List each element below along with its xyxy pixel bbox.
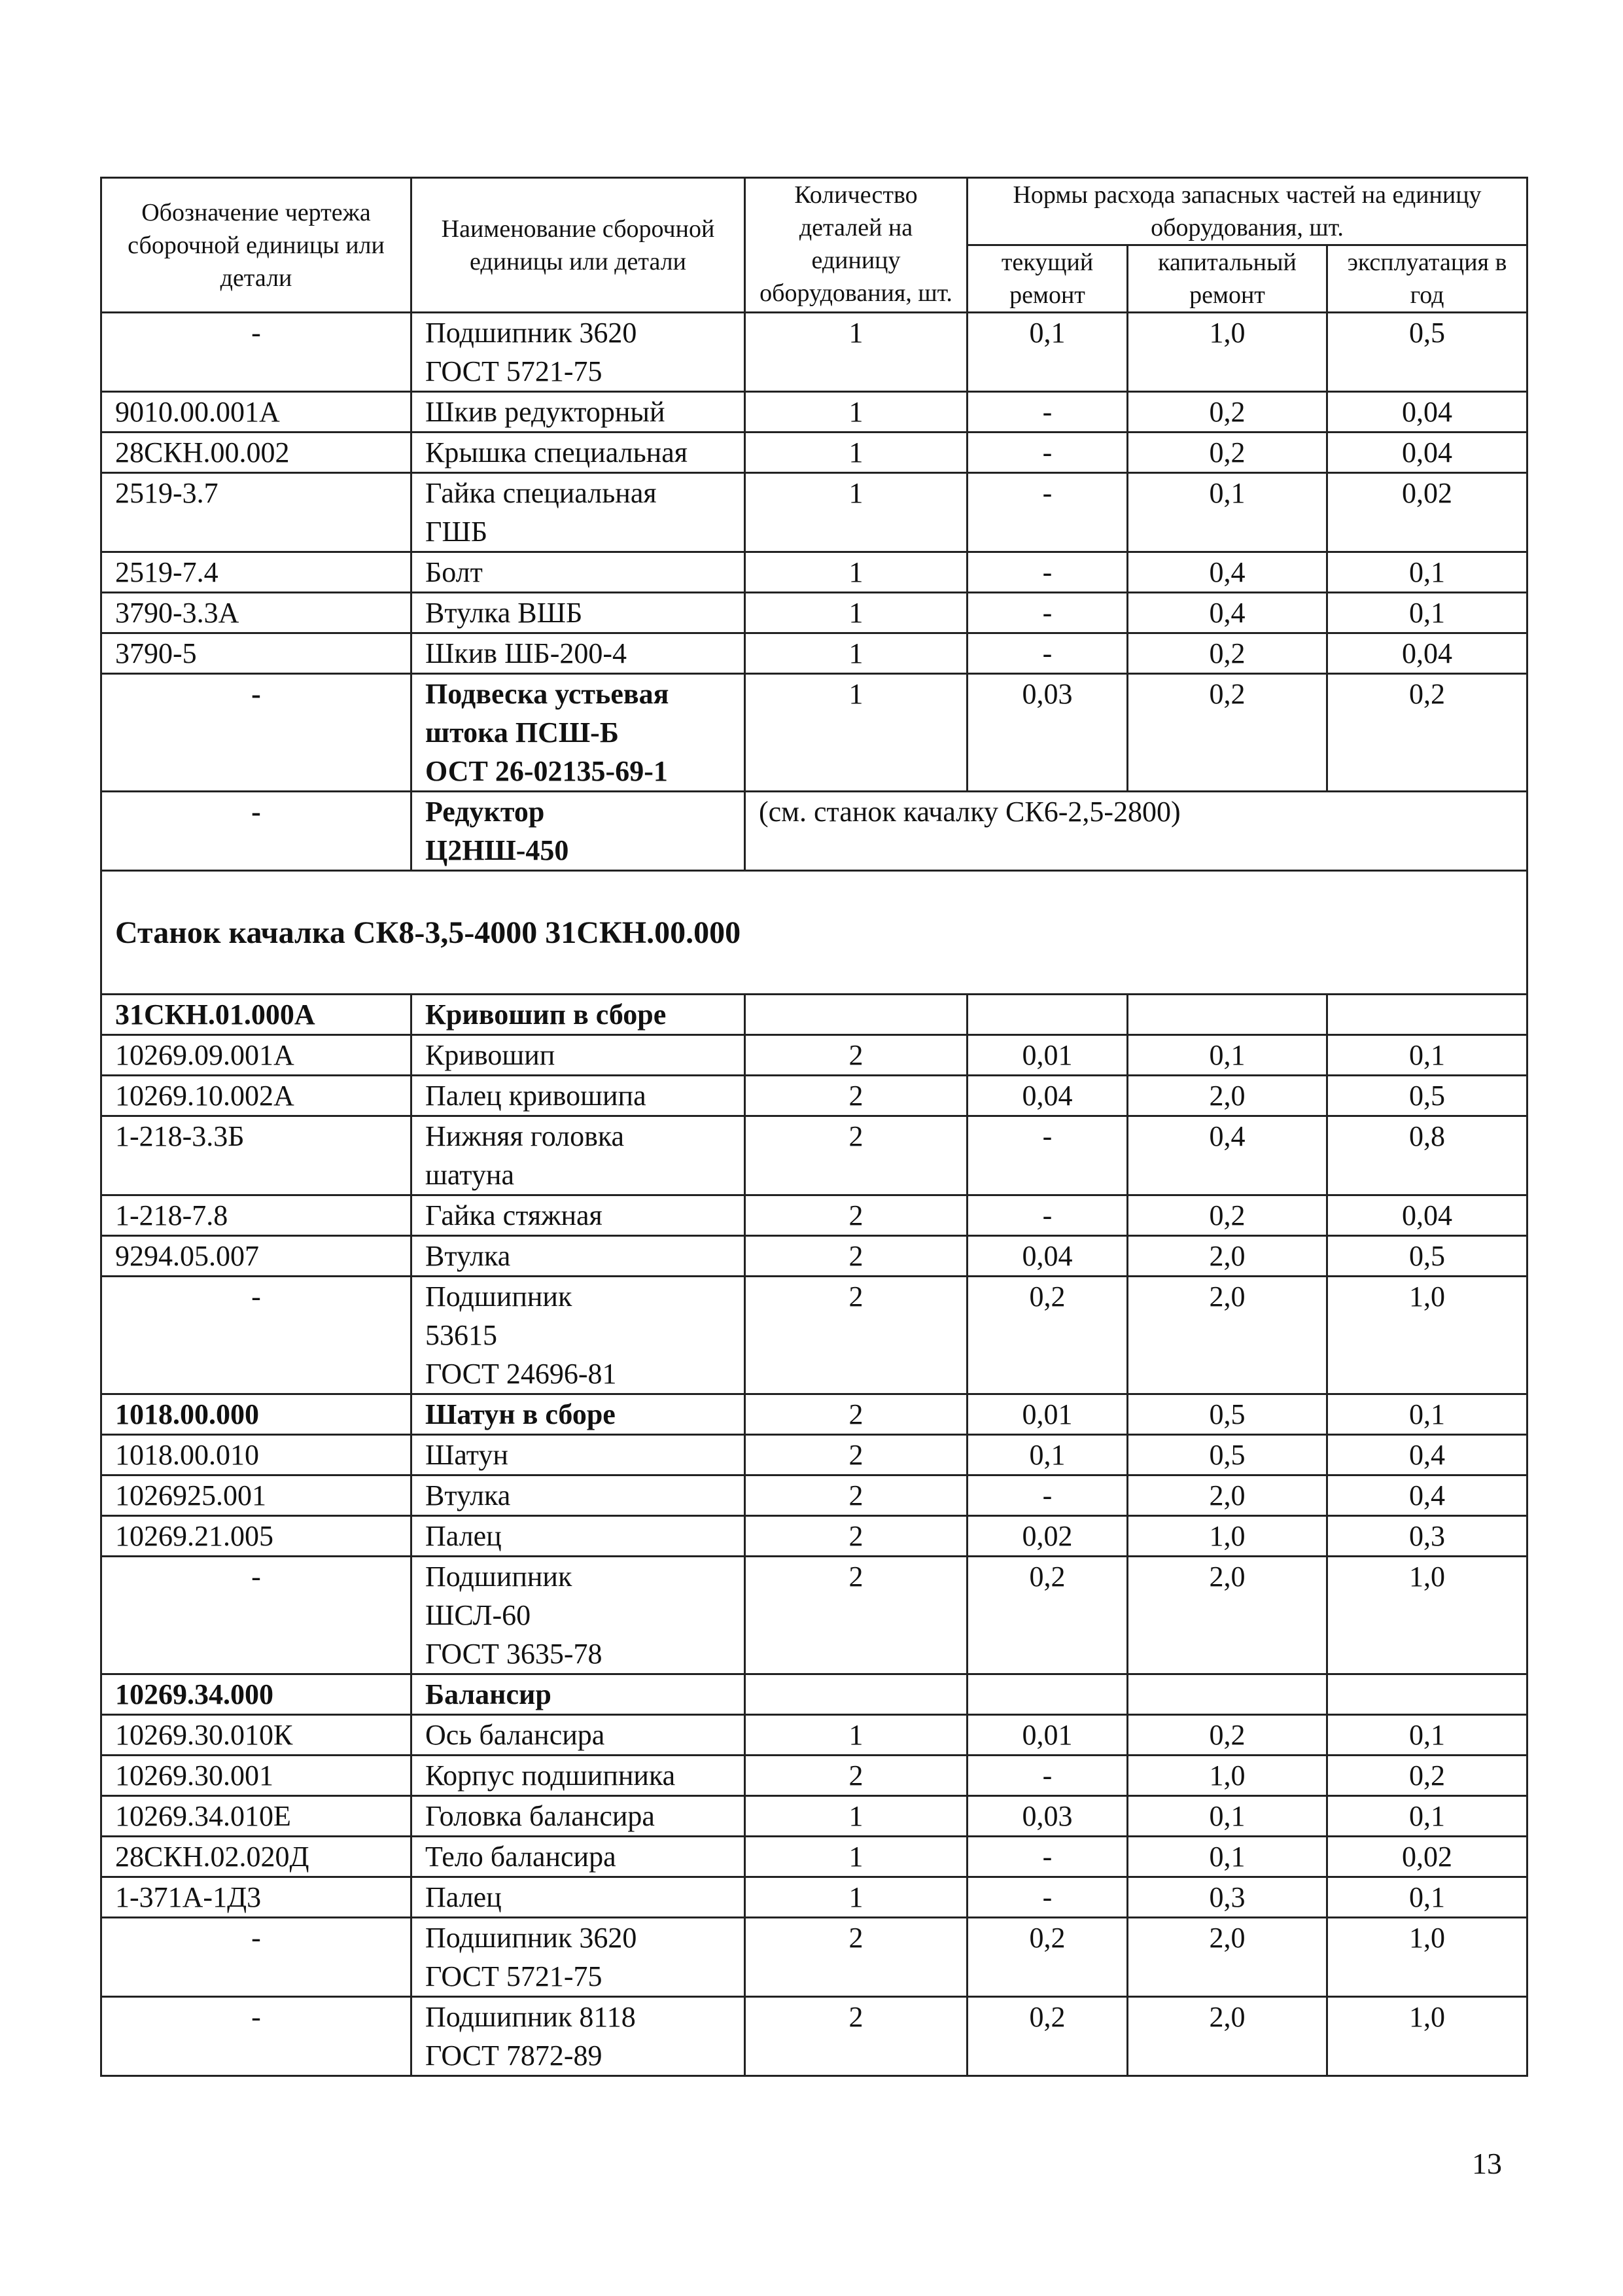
cell-quantity: 1 [745,313,968,392]
cell-name: Тело балансира [411,1837,745,1877]
cell-capital-repair: 1,0 [1128,1756,1327,1796]
cell-name: Кривошип в сборе [411,995,745,1035]
section-title-row [101,871,1527,995]
cell-current-repair: 0,04 [968,1076,1128,1116]
cell-designation: 10269.10.002А [101,1076,411,1116]
table-row [101,1076,1527,1116]
table-row [101,313,1527,392]
cell-operation-per-year: 0,1 [1327,1877,1527,1918]
cell-quantity: 1 [745,593,968,633]
table-row [101,1557,1527,1674]
table-row [101,1796,1527,1837]
cell-name: Балансир [411,1674,745,1715]
cell-capital-repair: 0,2 [1128,1195,1327,1236]
cell-capital-repair: 0,3 [1128,1877,1327,1918]
cell-current-repair: - [968,552,1128,593]
cell-quantity: 1 [745,473,968,552]
cell-name: Кривошип [411,1035,745,1076]
table-row [101,593,1527,633]
page-number: 13 [1472,2147,1502,2180]
table-row [101,1918,1527,1997]
cell-operation-per-year: 0,5 [1327,1236,1527,1277]
cell-designation: 1018.00.000 [101,1394,411,1435]
cell-designation: 28СКН.00.002 [101,433,411,473]
cell-designation: - [101,1277,411,1394]
header-current-repair: текущий ремонт [968,245,1128,313]
cell-operation-per-year: 0,1 [1327,1394,1527,1435]
header-quantity: Количество деталей на единицу оборудования, шт. [745,178,968,313]
cell-designation: 3790-3.3А [101,593,411,633]
table-row [101,1035,1527,1076]
cell-name: Палец кривошипа [411,1076,745,1116]
cell-quantity: 2 [745,1236,968,1277]
cell-capital-repair: 0,1 [1128,1796,1327,1837]
cell-capital-repair: 0,5 [1128,1435,1327,1475]
table-row [101,1116,1527,1195]
cell-operation-per-year: 0,04 [1327,1195,1527,1236]
table-body-part1 [101,313,1527,792]
reducer-and-section [101,792,1527,995]
cell-designation: 1-218-3.3Б [101,1116,411,1195]
cell-current-repair: - [968,1195,1128,1236]
cell-designation: 3790-5 [101,633,411,674]
header-designation: Обозначение чертежа сборочной единицы или детали [101,178,411,313]
cell-capital-repair: 0,4 [1128,552,1327,593]
table-row [101,1236,1527,1277]
cell-name: Гайка специальная ГШБ [411,473,745,552]
cell-capital-repair: 0,1 [1128,1035,1327,1076]
cell-name: Редуктор Ц2НШ-450 [411,792,745,871]
table-row [101,1877,1527,1918]
cell-quantity: 1 [745,1796,968,1837]
cell-quantity: 2 [745,1557,968,1674]
cell-operation-per-year: 0,1 [1327,1035,1527,1076]
cell-capital-repair: 0,2 [1128,674,1327,792]
cell-operation-per-year: 0,1 [1327,1796,1527,1837]
cell-current-repair: 0,03 [968,1796,1128,1837]
cell-capital-repair: 2,0 [1128,1236,1327,1277]
cell-name: Подшипник ШСЛ-60 ГОСТ 3635-78 [411,1557,745,1674]
cell-current-repair: - [968,593,1128,633]
cell-name: Болт [411,552,745,593]
cell-name: Шатун в сборе [411,1394,745,1435]
cell-capital-repair: 0,1 [1128,473,1327,552]
cell-current-repair: - [968,1877,1128,1918]
cell-current-repair: - [968,1756,1128,1796]
cell-designation: 10269.30.010К [101,1715,411,1756]
cell-quantity: 1 [745,392,968,433]
cell-operation-per-year: 1,0 [1327,1557,1527,1674]
cell-current-repair [968,995,1128,1035]
cell-designation: 10269.21.005 [101,1516,411,1557]
cell-designation: 10269.30.001 [101,1756,411,1796]
cell-quantity: 1 [745,1715,968,1756]
cell-current-repair: 0,2 [968,1557,1128,1674]
cell-current-repair: - [968,1837,1128,1877]
cell-designation: 9294.05.007 [101,1236,411,1277]
cell-operation-per-year: 0,2 [1327,674,1527,792]
cell-quantity: 2 [745,1076,968,1116]
cell-capital-repair: 0,2 [1128,392,1327,433]
cell-designation: 9010.00.001А [101,392,411,433]
cell-designation: 1-218-7.8 [101,1195,411,1236]
table-row [101,473,1527,552]
cell-operation-per-year: 0,4 [1327,1475,1527,1516]
cell-current-repair: 0,01 [968,1394,1128,1435]
cell-operation-per-year: 0,5 [1327,313,1527,392]
cell-capital-repair [1128,1674,1327,1715]
cell-operation-per-year: 1,0 [1327,1277,1527,1394]
spare-parts-table-sheet [100,177,1526,2077]
cell-operation-per-year: 0,2 [1327,1756,1527,1796]
header-name: Наименование сборочной единицы или детали [411,178,745,313]
table-row [101,433,1527,473]
cell-quantity [745,1674,968,1715]
cell-designation: 1-371А-1Д3 [101,1877,411,1918]
cell-designation: - [101,674,411,792]
cell-operation-per-year: 0,3 [1327,1516,1527,1557]
cell-name: Палец [411,1877,745,1918]
cell-name: Подшипник 8118 ГОСТ 7872-89 [411,1997,745,2076]
table-row [101,995,1527,1035]
cell-current-repair: 0,01 [968,1715,1128,1756]
table-row [101,674,1527,792]
cell-quantity: 2 [745,1997,968,2076]
table-row [101,633,1527,674]
cell-current-repair: - [968,633,1128,674]
cell-current-repair: 0,2 [968,1918,1128,1997]
cell-name: Ось балансира [411,1715,745,1756]
cell-quantity: 2 [745,1394,968,1435]
cell-quantity: 1 [745,633,968,674]
cell-quantity: 1 [745,674,968,792]
cell-operation-per-year [1327,1674,1527,1715]
cell-current-repair: - [968,392,1128,433]
cell-quantity: 2 [745,1516,968,1557]
cell-quantity: 1 [745,433,968,473]
cell-quantity: 2 [745,1035,968,1076]
header-operation-per-year: эксплуатация в год [1327,245,1527,313]
table-row [101,392,1527,433]
cell-operation-per-year: 0,8 [1327,1116,1527,1195]
cell-operation-per-year [1327,995,1527,1035]
cell-operation-per-year: 0,1 [1327,1715,1527,1756]
cell-designation: 2519-3.7 [101,473,411,552]
table-row [101,1435,1527,1475]
cell-operation-per-year: 0,4 [1327,1435,1527,1475]
cell-name: Палец [411,1516,745,1557]
cell-capital-repair: 2,0 [1128,1076,1327,1116]
table-row [101,1394,1527,1435]
cell-capital-repair: 0,4 [1128,1116,1327,1195]
cell-current-repair: - [968,1116,1128,1195]
table-row [101,1516,1527,1557]
cell-name: Подшипник 3620 ГОСТ 5721-75 [411,313,745,392]
cell-name: Втулка [411,1236,745,1277]
cell-name: Шатун [411,1435,745,1475]
cell-designation: 31СКН.01.000А [101,995,411,1035]
cell-designation: - [101,313,411,392]
cell-current-repair: - [968,1475,1128,1516]
cell-capital-repair: 1,0 [1128,313,1327,392]
cell-designation: 28СКН.02.020Д [101,1837,411,1877]
cell-designation: 2519-7.4 [101,552,411,593]
cell-name: Втулка ВШБ [411,593,745,633]
cell-name: Корпус подшипника [411,1756,745,1796]
cell-current-repair: 0,03 [968,674,1128,792]
cell-capital-repair: 2,0 [1128,1557,1327,1674]
cell-designation: 1026925.001 [101,1475,411,1516]
cell-quantity: 2 [745,1756,968,1796]
section-title: Станок качалка СК8-3,5-4000 31СКН.00.000 [101,871,1527,995]
cell-designation: 10269.09.001А [101,1035,411,1076]
cell-name: Шкив редукторный [411,392,745,433]
cell-current-repair: 0,2 [968,1277,1128,1394]
cell-capital-repair: 2,0 [1128,1475,1327,1516]
cell-designation: - [101,792,411,871]
cell-operation-per-year: 1,0 [1327,1997,1527,2076]
cell-current-repair: 0,2 [968,1997,1128,2076]
header-capital-repair: капитальный ремонт [1128,245,1327,313]
cell-designation: 10269.34.000 [101,1674,411,1715]
cell-designation: 10269.34.010Е [101,1796,411,1837]
table-body-part2 [101,995,1527,2076]
cell-capital-repair: 0,2 [1128,433,1327,473]
cell-current-repair [968,1674,1128,1715]
cell-operation-per-year: 0,1 [1327,593,1527,633]
cell-name: Гайка стяжная [411,1195,745,1236]
cell-quantity: 1 [745,552,968,593]
cell-capital-repair [1128,995,1327,1035]
cell-capital-repair: 2,0 [1128,1918,1327,1997]
table-row [101,552,1527,593]
cell-operation-per-year: 0,1 [1327,552,1527,593]
cell-name: Подшипник 3620 ГОСТ 5721-75 [411,1918,745,1997]
cell-quantity: 2 [745,1435,968,1475]
cell-current-repair: - [968,473,1128,552]
cell-operation-per-year: 1,0 [1327,1918,1527,1997]
table-row [101,1195,1527,1236]
cell-capital-repair: 0,1 [1128,1837,1327,1877]
cell-name: Втулка [411,1475,745,1516]
header-norms: Нормы расхода запасных частей на единицу оборудования, шт. [968,178,1527,245]
cell-designation: - [101,1557,411,1674]
cell-quantity [745,995,968,1035]
cell-quantity: 2 [745,1116,968,1195]
cell-quantity: 2 [745,1277,968,1394]
spare-parts-table [100,177,1528,2077]
cell-operation-per-year: 0,5 [1327,1076,1527,1116]
cell-name: Головка балансира [411,1796,745,1837]
table-row [101,792,1527,871]
cell-current-repair: 0,01 [968,1035,1128,1076]
table-row [101,1674,1527,1715]
cell-quantity: 2 [745,1195,968,1236]
cell-current-repair: 0,04 [968,1236,1128,1277]
cell-capital-repair: 0,5 [1128,1394,1327,1435]
cell-quantity: 2 [745,1918,968,1997]
cell-name: Крышка специальная [411,433,745,473]
cell-capital-repair: 0,2 [1128,1715,1327,1756]
cell-name: Подшипник 53615 ГОСТ 24696-81 [411,1277,745,1394]
cell-designation: 1018.00.010 [101,1435,411,1475]
cell-capital-repair: 0,2 [1128,633,1327,674]
cell-current-repair: 0,1 [968,313,1128,392]
cell-operation-per-year: 0,04 [1327,392,1527,433]
cell-operation-per-year: 0,02 [1327,473,1527,552]
cell-quantity: 1 [745,1877,968,1918]
table-row [101,1715,1527,1756]
cell-name: Подвеска устьевая штока ПСШ-Б ОСТ 26-02135-69-1 [411,674,745,792]
cell-quantity: 1 [745,1837,968,1877]
cell-designation: - [101,1997,411,2076]
table-row [101,1756,1527,1796]
cell-current-repair: 0,02 [968,1516,1128,1557]
cell-quantity: 2 [745,1475,968,1516]
cell-current-repair: - [968,433,1128,473]
table-row [101,1475,1527,1516]
cell-name: Шкив ШБ-200-4 [411,633,745,674]
cell-operation-per-year: 0,04 [1327,633,1527,674]
cell-name: Нижняя головка шатуна [411,1116,745,1195]
cell-designation: - [101,1918,411,1997]
cell-reference-note: (см. станок качалку СК6-2,5-2800) [745,792,1527,871]
cell-capital-repair: 2,0 [1128,1277,1327,1394]
table-row [101,1277,1527,1394]
cell-capital-repair: 2,0 [1128,1997,1327,2076]
cell-current-repair: 0,1 [968,1435,1128,1475]
cell-capital-repair: 1,0 [1128,1516,1327,1557]
cell-operation-per-year: 0,04 [1327,433,1527,473]
cell-operation-per-year: 0,02 [1327,1837,1527,1877]
table-row [101,1837,1527,1877]
table-row [101,1997,1527,2076]
cell-capital-repair: 0,4 [1128,593,1327,633]
